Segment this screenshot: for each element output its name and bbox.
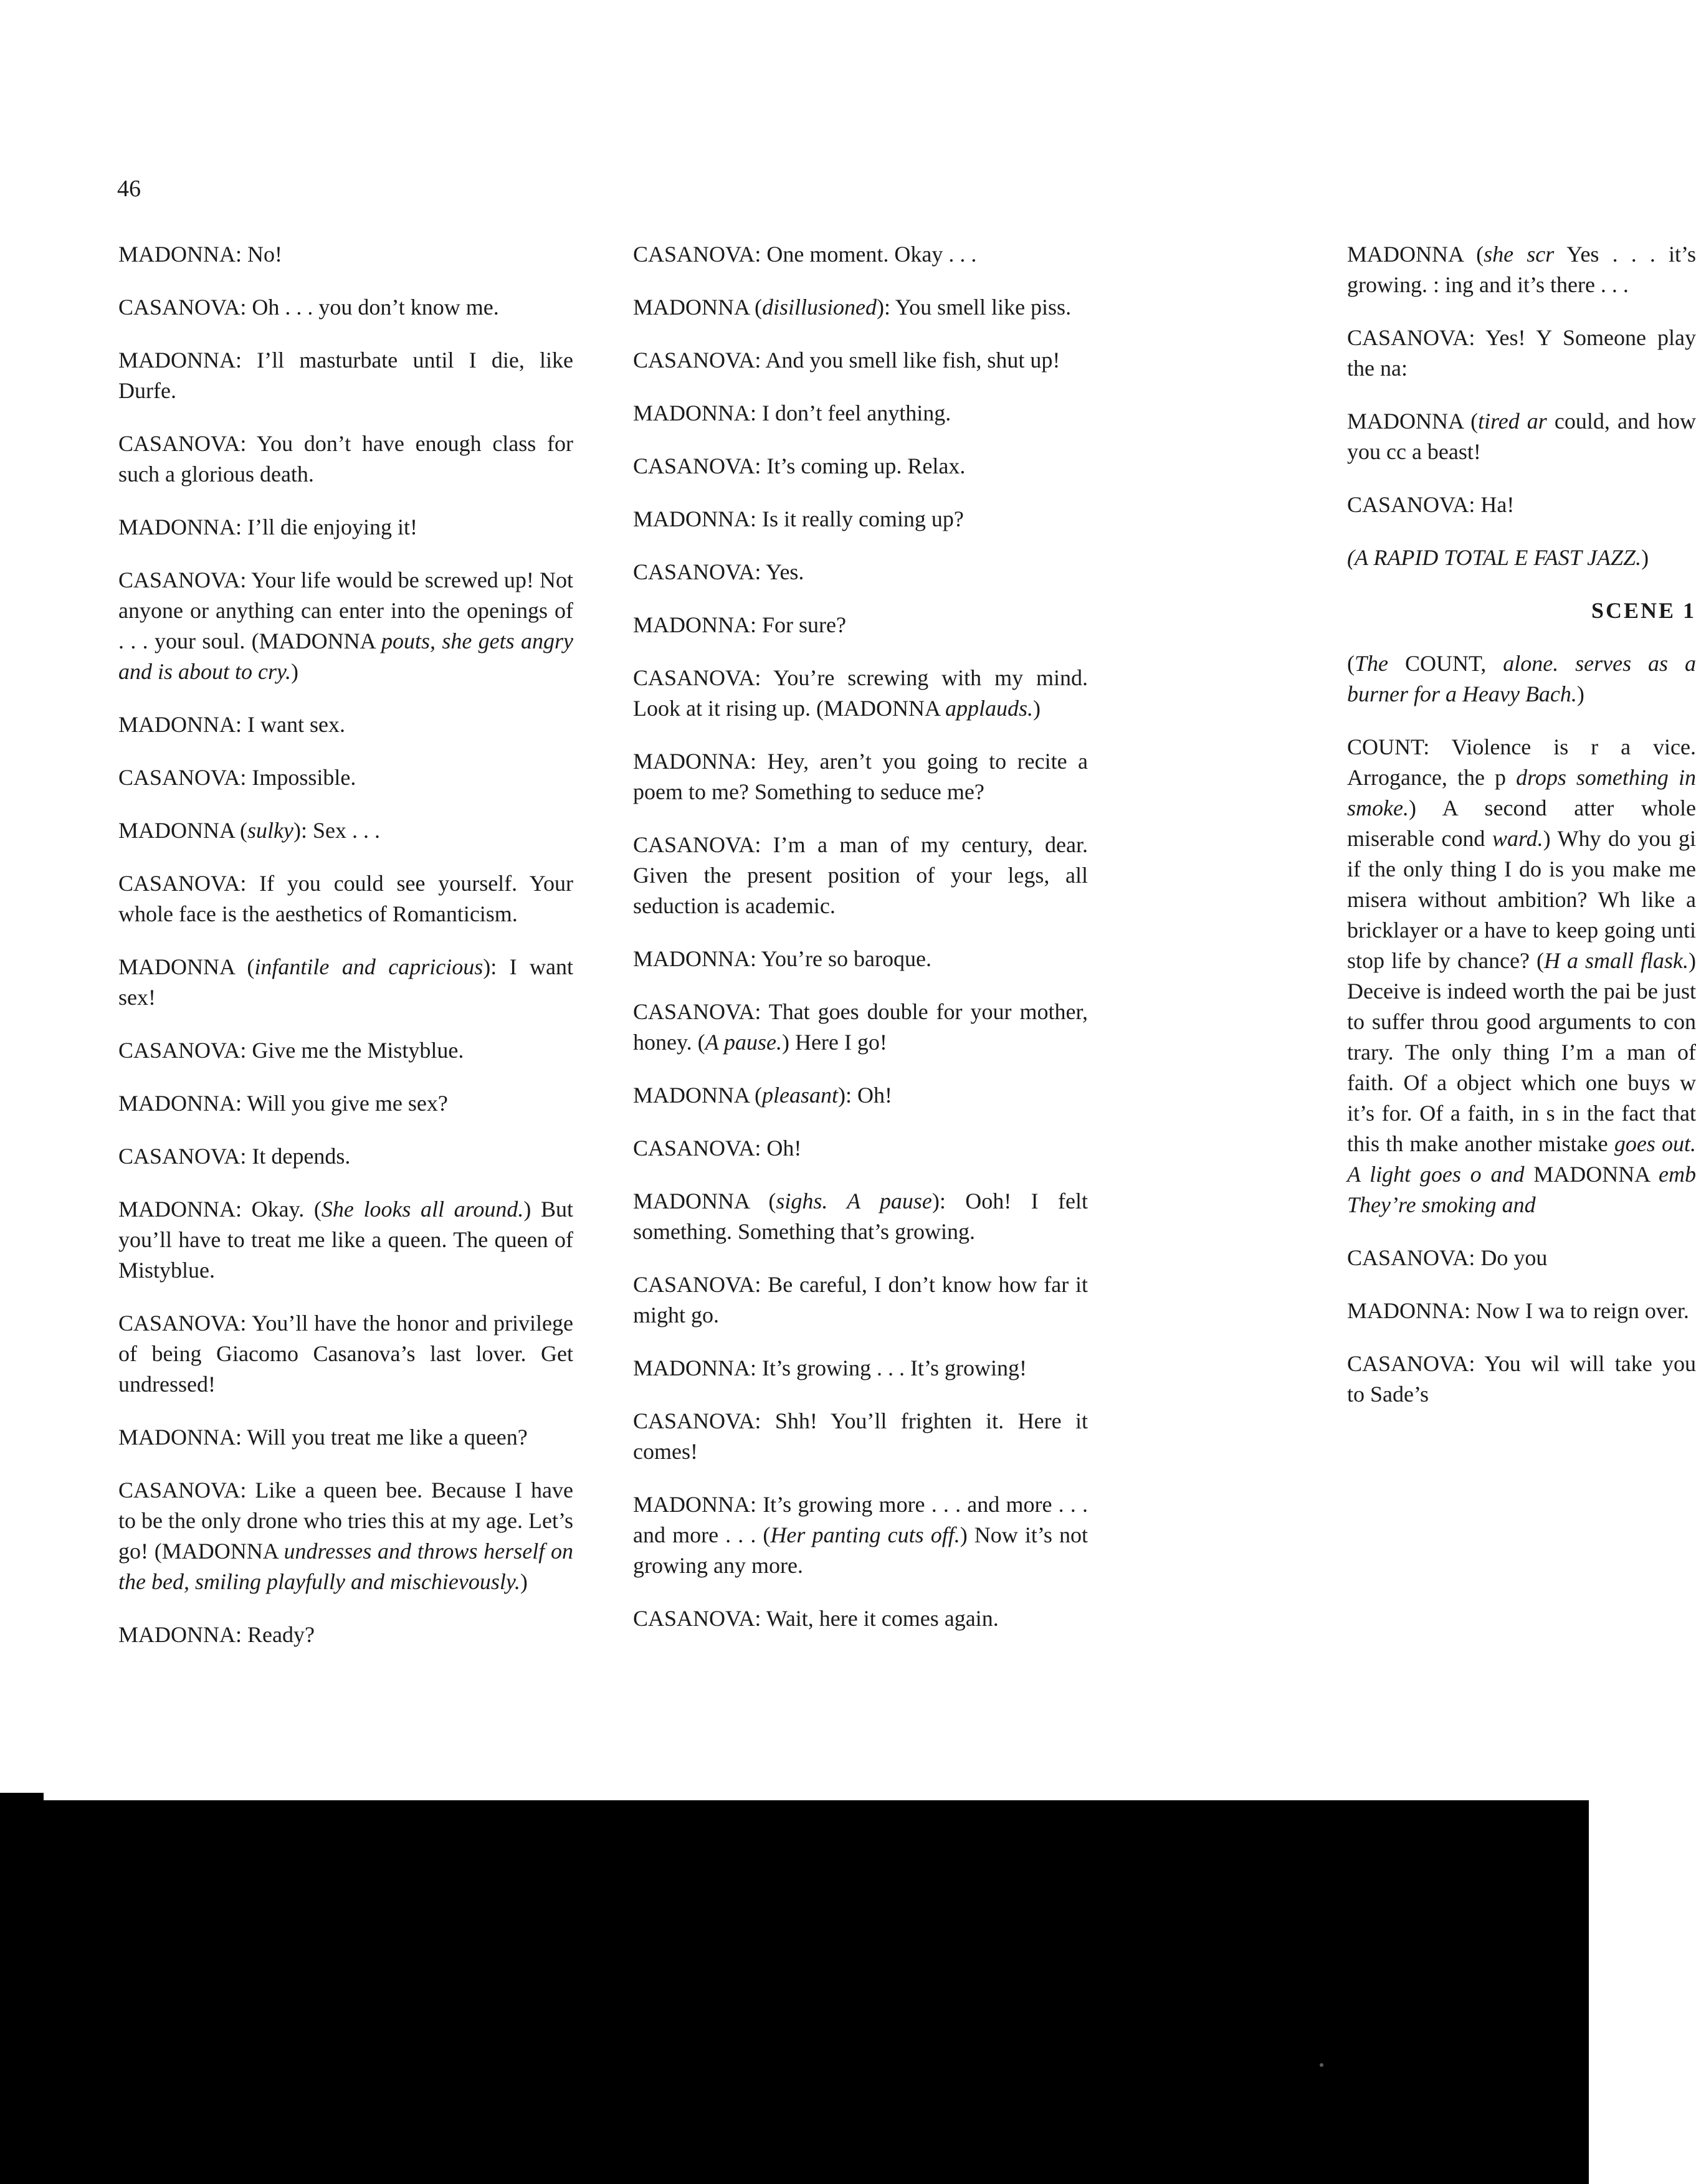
stage-direction-text: she scr [1484, 242, 1555, 267]
paragraph-text: ) [520, 1569, 528, 1594]
paragraph-text: MADONNA: Is it really coming up? [633, 506, 964, 531]
dialogue-paragraph [118, 1422, 573, 1453]
paragraph-text: CASANOVA: Like a queen bee. Because I have to be the only drone who tries this at my age. Let’s go! (MADONNA [118, 1478, 573, 1564]
dialogue-paragraph [118, 1308, 573, 1400]
paragraph-text: ) Why do you gi if the only thing I do is you make me misera without ambition? Wh like a bricklayer or a have to keep going unti stop life by chance? ( [1347, 826, 1696, 973]
paragraph-text: MADONNA: Now I wa to reign over. [1347, 1298, 1689, 1323]
paragraph-text: ): I want sex! [118, 954, 574, 1010]
paragraph-text: ): Sex . . . [293, 818, 380, 843]
paragraph-text: MADONNA: You’re so baroque. [633, 946, 931, 971]
paragraph-text: CASANOVA: Oh! [633, 1136, 802, 1161]
dialogue-paragraph [1347, 406, 1696, 467]
paragraph-text: CASANOVA: You’re screwing with my mind. Look at it rising up. (MADONNA [633, 665, 1088, 721]
dialogue-paragraph [118, 1475, 573, 1597]
text-column-middle [633, 239, 1088, 1656]
paragraph-text: CASANOVA: Ha! [1347, 492, 1515, 517]
paragraph-text: COUNT, [1388, 651, 1503, 676]
stage-direction-text: pleasant [762, 1083, 838, 1108]
paragraph-text: MADONNA ( [118, 818, 247, 843]
stage-direction-text: ( [1347, 545, 1355, 570]
paragraph-text: COUNT: Violence is r a vice. Arrogance, the p [1347, 734, 1696, 790]
dialogue-paragraph [633, 1353, 1088, 1384]
page-number: 46 [117, 176, 141, 202]
stage-direction-text: goes out. A light goes o and [1347, 1131, 1696, 1187]
paragraph-text: MADONNA: Hey, aren’t you going to recite a poem to me? Something to seduce me? [633, 749, 1088, 804]
dialogue-paragraph [633, 997, 1088, 1058]
paragraph-text: ) Deceive is indeed worth the pai be just to suffer throu good arguments to con trary. The only thing I’m a man of faith. Of a object which one buys w it’s for. Of a faith, in s in the fact that this th make another mistake [1347, 948, 1696, 1156]
dialogue-paragraph [633, 504, 1088, 534]
paragraph-text: CASANOVA: If you could see yourself. Your whole face is the aesthetics of Romanticism. [118, 871, 573, 926]
dialogue-paragraph [1347, 490, 1696, 520]
paragraph-text: ): Ooh! I felt something. Something that’s growing. [633, 1189, 1089, 1244]
stage-direction-text: ward. [1492, 826, 1543, 851]
paragraph-text: MADONNA: Will you treat me like a queen? [118, 1425, 528, 1450]
stage-direction-text: tired ar [1478, 409, 1547, 434]
paragraph-text: CASANOVA: Yes! Y Someone play the na: [1347, 325, 1696, 381]
dialogue-paragraph [118, 762, 573, 793]
dialogue-paragraph [633, 663, 1088, 724]
scan-black-band [0, 1800, 1589, 2184]
dialogue-paragraph [633, 746, 1088, 807]
stage-direction-text: Her panting cuts off. [770, 1522, 960, 1547]
scene-heading [1347, 596, 1696, 626]
paragraph-text: CASANOVA: Impossible. [118, 765, 356, 790]
paragraph-text: ) A second atter whole miserable cond [1347, 795, 1696, 851]
paragraph-text: MADONNA: Okay. ( [118, 1197, 322, 1222]
dialogue-paragraph [633, 1603, 1088, 1634]
paragraph-text: MADONNA [1524, 1162, 1659, 1187]
dialogue-paragraph [1347, 323, 1696, 384]
paragraph-text: CASANOVA: One moment. Okay . . . [633, 242, 977, 267]
dialogue-paragraph [118, 429, 573, 490]
stage-direction-text: The [1355, 651, 1388, 676]
dialogue-paragraph [118, 1194, 573, 1286]
paragraph-text: CASANOVA: And you smell like fish, shut up! [633, 348, 1060, 373]
paragraph-text: MADONNA: I don’t feel anything. [633, 401, 951, 425]
paragraph-text: SCENE 1 [1591, 598, 1696, 623]
text-column-right [1347, 239, 1696, 1432]
paragraph-text: ( [1347, 651, 1355, 676]
dialogue-paragraph [633, 830, 1088, 921]
paragraph-text: MADONNA: It’s growing . . . It’s growing! [633, 1356, 1027, 1380]
stage-direction-text: pouts, she gets angry and is about to cry. [118, 629, 573, 684]
paragraph-text: MADONNA ( [633, 1189, 776, 1213]
dialogue-paragraph [633, 944, 1088, 974]
dialogue-paragraph [633, 557, 1088, 587]
paragraph-text: ) Now it’s not growing any more. [633, 1522, 1088, 1578]
dialogue-paragraph [118, 239, 573, 270]
stage-direction-text: emb They’re smoking and [1347, 1162, 1696, 1217]
paragraph-text: CASANOVA: Oh . . . you don’t know me. [118, 295, 499, 320]
paragraph-text: ): Oh! [838, 1083, 892, 1108]
paragraph-text: CASANOVA: That goes double for your mother, honey. ( [633, 999, 1088, 1055]
scan-dust-spot [1320, 2063, 1323, 2067]
paragraph-text: MADONNA: I’ll masturbate until I die, like Durfe. [118, 348, 573, 403]
paragraph-text: MADONNA ( [1347, 409, 1479, 434]
paragraph-text: CASANOVA: Shh! You’ll frighten it. Here it comes! [633, 1408, 1088, 1464]
dialogue-paragraph [1347, 1243, 1696, 1273]
dialogue-paragraph [1347, 543, 1696, 573]
stage-direction-text: A pause. [705, 1030, 782, 1055]
paragraph-text: CASANOVA: Wait, here it comes again. [633, 1606, 999, 1631]
paragraph-text: MADONNA: For sure? [633, 612, 846, 637]
paragraph-text: ): You smell like piss. [877, 295, 1072, 320]
paragraph-text: ) [1033, 696, 1041, 721]
dialogue-paragraph [633, 292, 1088, 323]
stage-direction-text: H a small flask. [1543, 948, 1689, 973]
dialogue-paragraph [633, 398, 1088, 429]
stage-direction-text: disillusioned [762, 295, 877, 320]
stage-direction-text: applauds. [945, 696, 1033, 721]
paragraph-text: MADONNA ( [633, 295, 762, 320]
dialogue-paragraph [1347, 648, 1696, 710]
paragraph-text: ) [1576, 681, 1584, 706]
dialogue-paragraph [633, 239, 1088, 270]
paragraph-text: CASANOVA: You’ll have the honor and privilege of being Giacomo Casanova’s last lover. Get undressed! [118, 1311, 573, 1397]
dialogue-paragraph [118, 1035, 573, 1066]
paragraph-text: MADONNA ( [118, 954, 255, 979]
dialogue-paragraph [633, 1489, 1088, 1581]
dialogue-paragraph [633, 1080, 1088, 1111]
stage-direction-text: drops something in smoke. [1347, 765, 1696, 820]
stage-direction-text: sighs. A pause [776, 1189, 932, 1213]
paragraph-text: CASANOVA: I’m a man of my century, dear. Given the present position of your legs, all seduction is academic. [633, 832, 1088, 918]
dialogue-paragraph [1347, 1349, 1696, 1410]
dialogue-paragraph [1347, 1296, 1696, 1326]
stage-direction-text: infantile and capricious [254, 954, 484, 979]
paragraph-text: CASANOVA: You wil will take you to Sade’s [1347, 1351, 1696, 1407]
paragraph-text: ) But you’ll have to treat me like a queen. The queen of Mistyblue. [118, 1197, 573, 1283]
paragraph-text: CASANOVA: Give me the Mistyblue. [118, 1038, 464, 1063]
paragraph-text: MADONNA: Will you give me sex? [118, 1091, 448, 1116]
stage-direction-text: sulky [247, 818, 293, 843]
dialogue-paragraph [1347, 732, 1696, 1220]
paragraph-text: CASANOVA: Your life would be screwed up! Not anyone or anything can enter into the openings of . . . your soul. (MADONNA [118, 567, 573, 653]
paragraph-text: could, and how you cc a beast! [1347, 409, 1696, 464]
dialogue-paragraph [633, 1133, 1088, 1164]
paragraph-text: MADONNA ( [1347, 242, 1484, 267]
paragraph-text: ) [291, 659, 298, 684]
dialogue-paragraph [118, 868, 573, 929]
paragraph-text: MADONNA: I want sex. [118, 712, 345, 737]
paragraph-text: CASANOVA: You don’t have enough class for such a glorious death. [118, 431, 573, 487]
dialogue-paragraph [118, 710, 573, 740]
text-column-left [118, 239, 573, 1673]
stage-direction-text: undresses and throws herself on the bed, smiling playfully and mischievously. [118, 1539, 573, 1594]
dialogue-paragraph [633, 345, 1088, 376]
paragraph-text: Yes . . . it’s growing. : ing and it’s there . . . [1347, 242, 1696, 297]
paragraph-text: CASANOVA: Be careful, I don’t know how far it might go. [633, 1272, 1088, 1327]
stage-direction-text: A RAPID TOTAL E FAST JAZZ. [1355, 545, 1642, 570]
paragraph-text: MADONNA: I’ll die enjoying it! [118, 515, 417, 539]
paragraph-text: MADONNA ( [633, 1083, 762, 1108]
dialogue-paragraph [118, 565, 573, 687]
dialogue-paragraph [633, 1186, 1088, 1247]
dialogue-paragraph [118, 1141, 573, 1172]
stage-direction-text: She looks all around. [321, 1197, 524, 1222]
paragraph-text: MADONNA: It’s growing more . . . and more . . . and more . . . ( [633, 1492, 1088, 1547]
paragraph-text: CASANOVA: It’s coming up. Relax. [633, 453, 966, 478]
stage-direction-text: alone. serves as a burner for a Heavy Bach. [1347, 651, 1696, 706]
dialogue-paragraph [118, 292, 573, 323]
paragraph-text: CASANOVA: It depends. [118, 1144, 351, 1169]
dialogue-paragraph [633, 1270, 1088, 1331]
paragraph-text: ) [1641, 545, 1649, 570]
paragraph-text: MADONNA: No! [118, 242, 282, 267]
dialogue-paragraph [118, 952, 573, 1013]
dialogue-paragraph [633, 1406, 1088, 1467]
dialogue-paragraph [118, 345, 573, 406]
dialogue-paragraph [118, 815, 573, 846]
dialogue-paragraph [1347, 239, 1696, 300]
paragraph-text: ) Here I go! [781, 1030, 887, 1055]
dialogue-paragraph [633, 610, 1088, 640]
dialogue-paragraph [118, 512, 573, 543]
dialogue-paragraph [633, 451, 1088, 482]
dialogue-paragraph [118, 1620, 573, 1650]
paragraph-text: MADONNA: Ready? [118, 1622, 315, 1647]
dialogue-paragraph [118, 1088, 573, 1119]
paragraph-text: CASANOVA: Do you [1347, 1245, 1548, 1270]
paragraph-text: CASANOVA: Yes. [633, 559, 804, 584]
